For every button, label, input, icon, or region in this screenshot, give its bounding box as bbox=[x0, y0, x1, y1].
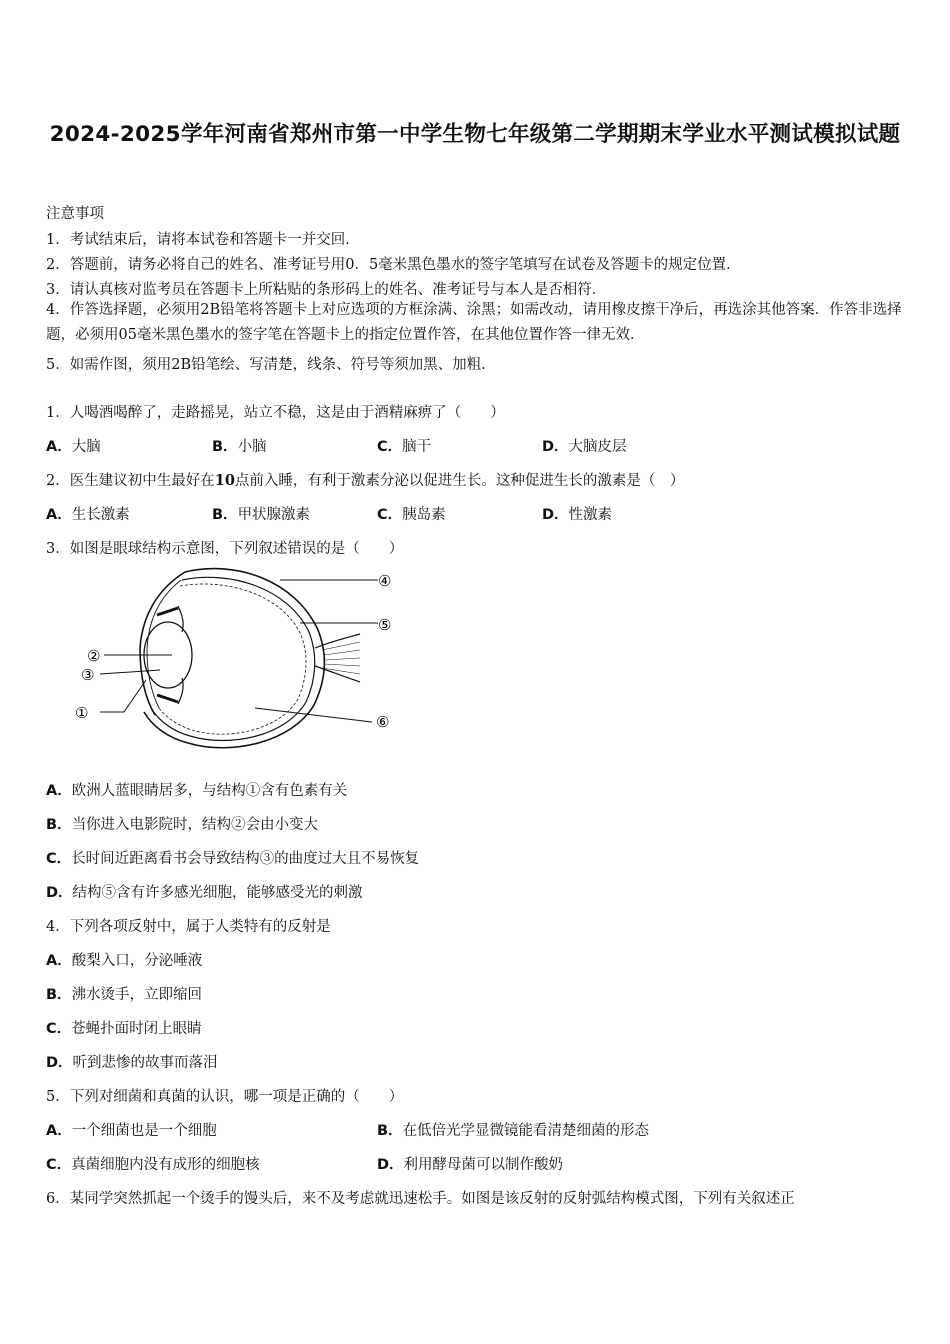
question-6-stem: 6．某同学突然抓起一个烫手的馒头后，来不及考虑就迅速松手。如图是该反射的反射弧结构模式图，下列有关叙述正 bbox=[46, 1191, 795, 1207]
question-1-option-a: A．大脑 bbox=[46, 439, 101, 455]
question-1-option-d: D．大脑皮层 bbox=[542, 439, 627, 455]
sclera-outline bbox=[144, 569, 324, 748]
question-1-option-b: B．小脑 bbox=[212, 439, 267, 455]
question-5-option-c: C．真菌细胞内没有成形的细胞核 bbox=[46, 1157, 260, 1173]
question-4-stem: 4．下列各项反射中，属于人类特有的反射是 bbox=[46, 919, 331, 935]
note-item: 2．答题前，请务必将自己的姓名、准考证号用0．5毫米黑色墨水的签字笔填写在试卷及答题卡的规定位置． bbox=[46, 257, 741, 273]
leader-line-6 bbox=[255, 708, 372, 722]
figure-label: ④ bbox=[378, 572, 392, 590]
figure-label: ③ bbox=[81, 666, 95, 684]
question-4-option-b: B．沸水烫手，立即缩回 bbox=[46, 987, 203, 1003]
note-item: 3．请认真核对监考员在答题卡上所粘贴的条形码上的姓名、准考证号与本人是否相符． bbox=[46, 282, 607, 298]
question-4-option-a: A．酸梨入口，分泌唾液 bbox=[46, 953, 203, 969]
question-1-stem: 1．人喝酒喝醉了，走路摇晃，站立不稳，这是由于酒精麻痹了（ ） bbox=[46, 405, 505, 421]
question-5-option-d: D．利用酵母菌可以制作酸奶 bbox=[377, 1157, 564, 1173]
notes-heading: 注意事项 bbox=[46, 206, 104, 222]
question-2-option-a: A．生长激素 bbox=[46, 507, 130, 523]
figure-label: ⑤ bbox=[378, 616, 392, 634]
leader-line-1 bbox=[100, 680, 146, 712]
note-item: 4．作答选择题，必须用2B铅笔将答题卡上对应选项的方框涂满、涂黑；如需改动，请用橡皮擦干净后，再选涂其他答案．作答非选择题，必须用05毫米黑色墨水的签字笔在答题卡上的指定位置作答，在其他位置作答一律无效． bbox=[46, 302, 902, 343]
question-3-option-d: D．结构⑤含有许多感光细胞，能够感受光的刺激 bbox=[46, 885, 363, 901]
figure-label: ⑥ bbox=[376, 713, 390, 731]
question-3-option-b: B．当你进入电影院时，结构②会由小变大 bbox=[46, 817, 319, 833]
retina-layer bbox=[152, 577, 315, 740]
question-3-option-c: C．长时间近距离看书会导致结构③的曲度过大且不易恢复 bbox=[46, 851, 420, 867]
question-2-option-c: C．胰岛素 bbox=[377, 507, 446, 523]
question-4-option-c: C．苍蝇扑面时闭上眼睛 bbox=[46, 1021, 202, 1037]
ciliary-body bbox=[178, 606, 183, 704]
question-5-option-a: A．一个细菌也是一个细胞 bbox=[46, 1123, 217, 1139]
page-title: 2024-2025学年河南省郑州市第一中学生物七年级第二学期期末学业水平测试模拟试题 bbox=[49, 122, 901, 147]
question-4-option-d: D．听到悲惨的故事而落泪 bbox=[46, 1055, 218, 1071]
question-2-option-b: B．甲状腺激素 bbox=[212, 507, 311, 523]
figure-label: ① bbox=[75, 704, 89, 722]
note-item: 1．考试结束后，请将本试卷和答题卡一并交回． bbox=[46, 232, 360, 248]
question-1-option-c: C．脑干 bbox=[377, 439, 432, 455]
cornea bbox=[140, 572, 185, 715]
question-5-option-b: B．在低倍光学显微镜能看清楚细菌的形态 bbox=[377, 1123, 650, 1139]
question-2-option-d: D．性激素 bbox=[542, 507, 613, 523]
question-2-stem: 2．医生建议初中生最好在10点前入睡，有利于激素分泌以促进生长。这种促进生长的激素是（ ） bbox=[46, 472, 685, 489]
note-item: 5．如需作图，须用2B铅笔绘、写清楚，线条、符号等须加黑、加粗． bbox=[46, 357, 496, 373]
question-3-option-a: A．欧洲人蓝眼睛居多，与结构①含有色素有关 bbox=[46, 783, 348, 799]
optic-nerve-fibers bbox=[322, 642, 360, 674]
figure-label: ② bbox=[87, 647, 101, 665]
leader-line-3 bbox=[100, 670, 160, 674]
question-5-stem: 5．下列对细菌和真菌的认识，哪一项是正确的（ ） bbox=[46, 1089, 404, 1105]
eyeball-diagram bbox=[60, 560, 410, 760]
cornea-inner bbox=[147, 580, 181, 708]
question-3-stem: 3．如图是眼球结构示意图，下列叙述错误的是（ ） bbox=[46, 541, 404, 557]
